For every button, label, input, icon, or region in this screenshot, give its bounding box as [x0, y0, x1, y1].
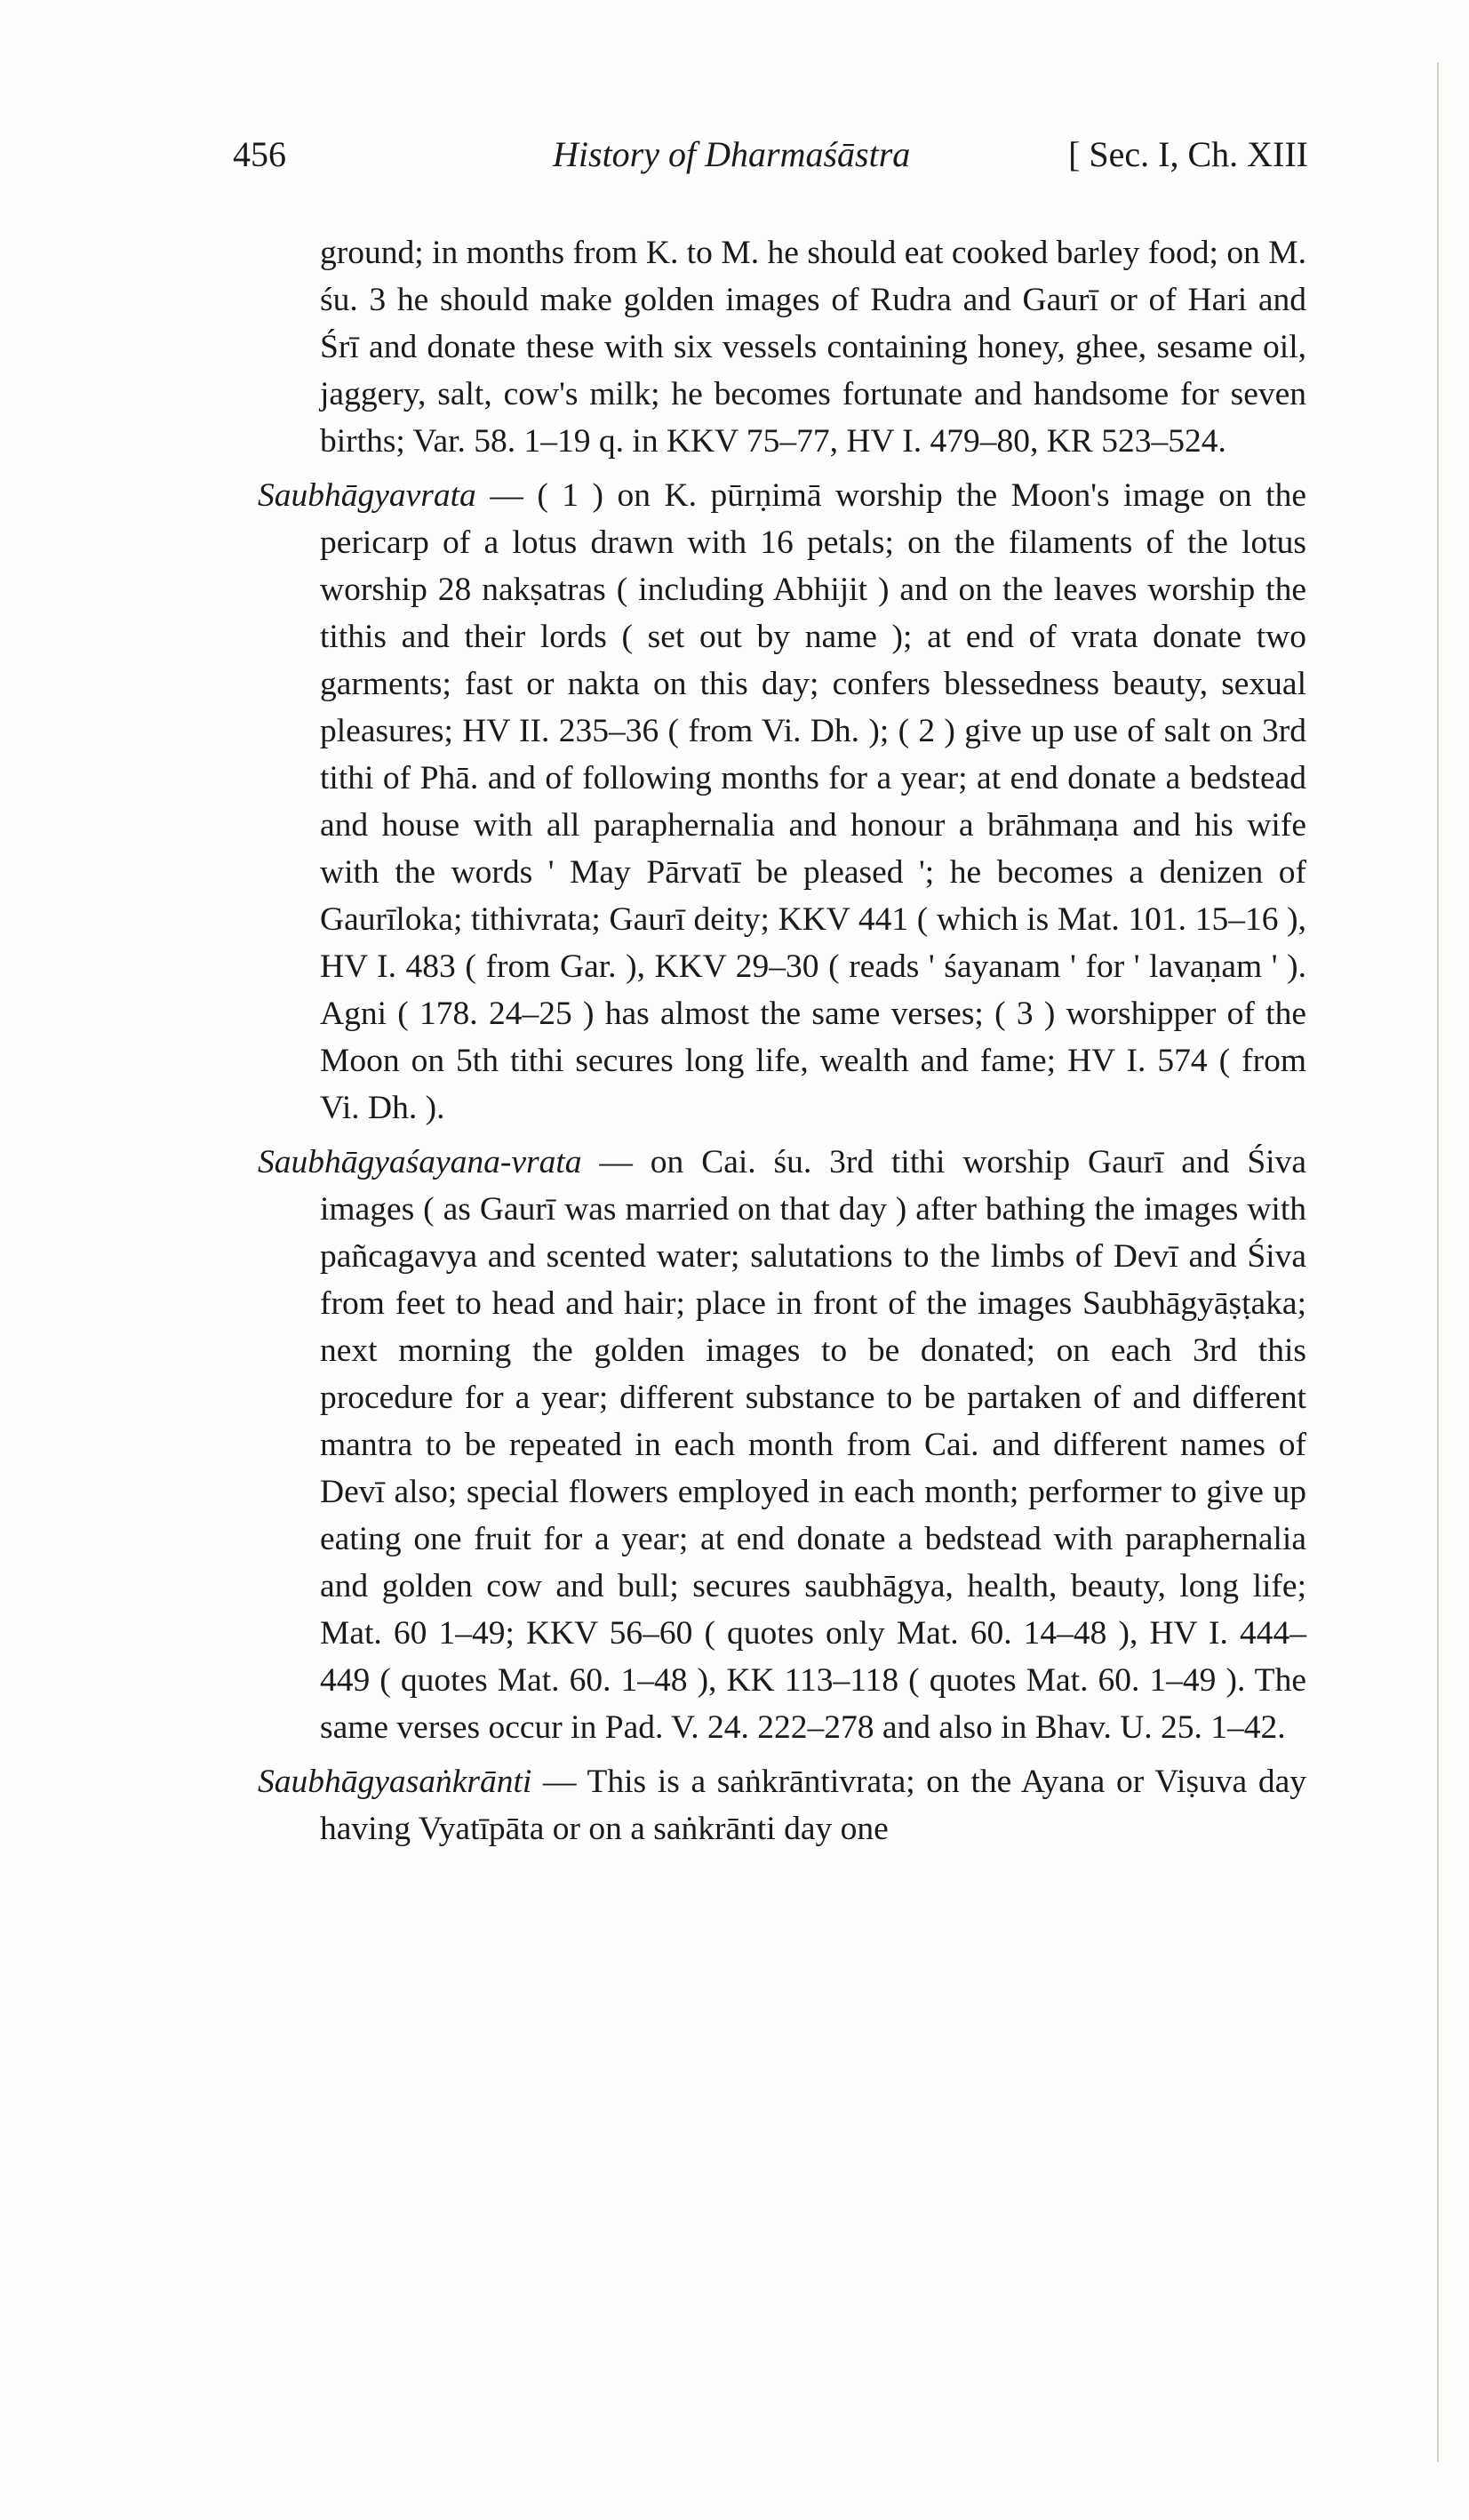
page-number: 456	[233, 134, 286, 174]
entry-headword: Saubhāgyasaṅkrānti	[258, 1764, 532, 1800]
running-title: History of Dharmaśāstra	[553, 134, 911, 174]
entry-headword: Saubhāgyavrata	[258, 477, 476, 514]
section-reference: [ Sec. I, Ch. XIII	[1068, 134, 1308, 174]
scan-edge-line	[1437, 62, 1439, 2462]
dictionary-entry	[258, 1139, 1306, 1751]
dictionary-entry	[258, 472, 1306, 1132]
page-header	[233, 133, 1308, 187]
entry-text: — on Cai. śu. 3rd tithi worship Gaurī and Śiva images ( as Gaurī was married on that day ) after bathing the images with pañcagavya and scented water; salutations to the limbs of Devī and Śiva from feet to head and hair; place in front of the images Saubhāgyāṣṭaka; next morning the golden images to be donated; on each 3rd this procedure for a year; different substance to be partaken of and different mantra to be repeated in each month from Cai. and different names of Devī also; special flowers employed in each month; performer to give up eating one fruit for a year; at end donate a bedstead with paraphernalia and golden cow and bull; secures saubhāgya, health, beauty, long life; Mat. 60 1–49; KKV 56–60 ( quotes only Mat. 60. 14–48 ), HV I. 444–449 ( quotes Mat. 60. 1–48 ), KK 113–118 ( quotes Mat. 60. 1–49 ). The same verses occur in Pad. V. 24. 222–278 and also in Bhav. U. 25. 1–42.	[320, 1144, 1306, 1746]
paragraph-text: ground; in months from K. to M. he should eat cooked barley food; on M. śu. 3 he should make golden images of Rudra and Gaurī or of Hari and Śrī and donate these with six vessels containing honey, ghee, sesame oil, jaggery, salt, cow's milk; he becomes fortunate and handsome for seven births; Var. 58. 1–19 q. in KKV 75–77, HV I. 479–80, KR 523–524.	[320, 235, 1306, 460]
continued-paragraph	[258, 229, 1306, 465]
body-text	[258, 229, 1306, 1860]
entry-text: — This is a saṅkrāntivrata; on the Ayana or Viṣuva day having Vyatīpāta or on a saṅkrānti day one	[320, 1764, 1306, 1847]
entry-headword: Saubhāgyaśayana-vrata	[258, 1144, 582, 1180]
dictionary-entry	[258, 1758, 1306, 1852]
entry-text: — ( 1 ) on K. pūrṇimā worship the Moon's image on the pericarp of a lotus drawn with 16 petals; on the filaments of the lotus worship 28 nakṣatras ( including Abhijit ) and on the leaves worship the tithis and their lords ( set out by name ); at end of vrata donate two garments; fast or nakta on this day; confers blessedness beauty, sexual pleasures; HV II. 235–36 ( from Vi. Dh. ); ( 2 ) give up use of salt on 3rd tithi of Phā. and of following months for a year; at end donate a bedstead and house with all paraphernalia and honour a brāhmaṇa and his wife with the words ' May Pārvatī be pleased '; he becomes a denizen of Gaurīloka; tithivrata; Gaurī deity; KKV 441 ( which is Mat. 101. 15–16 ), HV I. 483 ( from Gar. ), KKV 29–30 ( reads ' śayanam ' for ' lavaṇam ' ). Agni ( 178. 24–25 ) has almost the same verses; ( 3 ) worshipper of the Moon on 5th tithi secures long life, wealth and fame; HV I. 574 ( from Vi. Dh. ).	[320, 477, 1306, 1126]
